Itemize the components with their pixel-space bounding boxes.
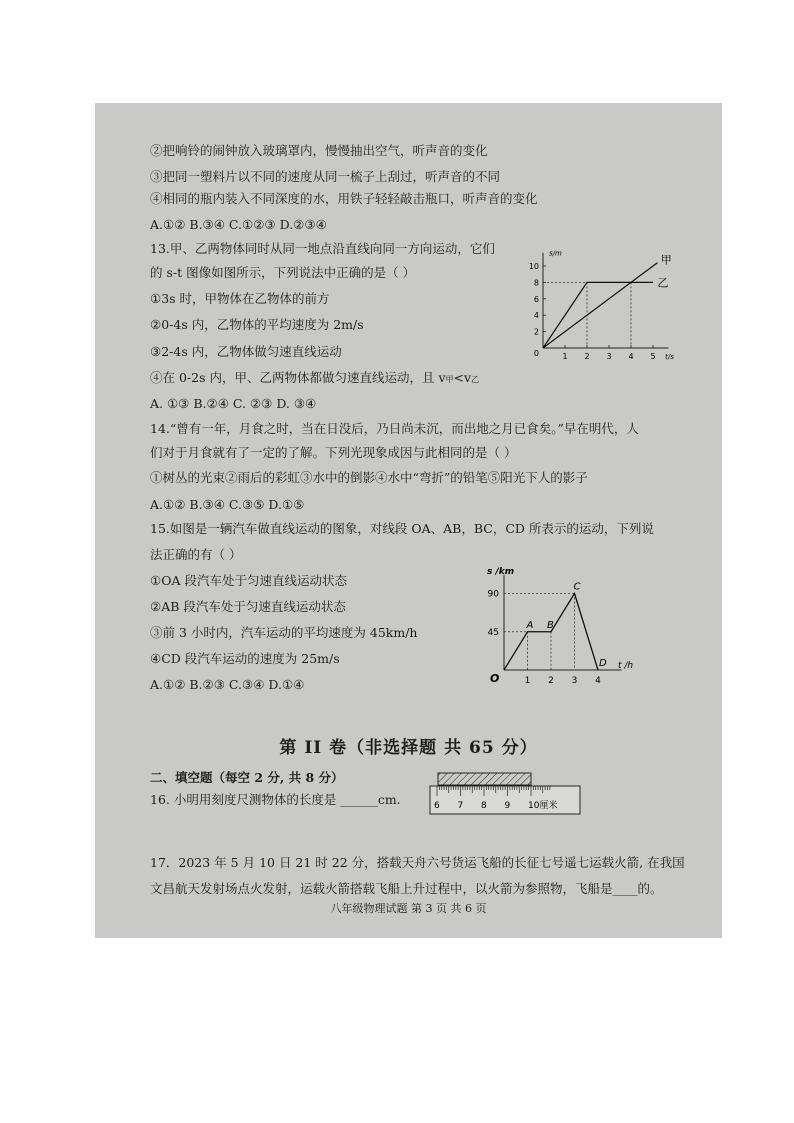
q17-stem-2: 文昌航天发射场点火发射，运载火箭搭载飞船上升过程中，以火箭为参照物，飞船是____的。: [150, 881, 663, 896]
series-yi-label: 乙: [657, 276, 669, 290]
q15-stem-1: 15.如图是一辆汽车做直线运动的图象，对线段 OA、AB，BC，CD 所表示的运动，下列说: [150, 521, 654, 536]
x-tick-label: 3: [571, 676, 578, 686]
x-tick-label: 4: [595, 676, 601, 686]
point-B-label: B: [547, 619, 554, 631]
q15-answers: A.①② B.②③ C.③④ D.①④: [150, 677, 305, 692]
q13-option-2: ②0-4s 内，乙物体的平均速度为 2m/s: [150, 317, 364, 332]
motion-line: [504, 594, 598, 671]
exam-page: [95, 103, 722, 938]
y-tick-90: 90: [487, 589, 499, 600]
ruler-label: 9: [504, 801, 511, 811]
q15-stem-2: 法正确的有（ ）: [150, 547, 242, 562]
line-option-3: ③把同一塑料片以不同的速度从同一梳子上刮过，听声音的不同: [150, 169, 501, 184]
q15-option-1: ①OA 段汽车处于匀速直线运动状态: [150, 573, 347, 588]
y-tick-label: 2: [533, 327, 539, 337]
q14-stem-1: 14.“曾有一年，月食之时，当在日没后，乃日尚未沉，而出地之月已食矣。”早在明代，人: [150, 421, 639, 436]
q13-answers: A. ①③ B.②④ C. ②③ D. ③④: [150, 396, 317, 411]
q14-options: ①树丛的光束②雨后的彩虹③水中的倒影④水中“弯折”的铅笔⑤阳光下人的影子: [150, 470, 588, 485]
x-tick-label: 1: [524, 676, 531, 686]
q12-answers: A.①② B.③④ C.①②③ D.②③④: [150, 217, 327, 232]
x-tick-label: 2: [548, 676, 554, 686]
q14-stem-2: 们对于月食就有了一定的了解。下列光现象成因与此相同的是（ ）: [150, 445, 517, 460]
q16-text: 16. 小明用刻度尺测物体的长度是 ______cm.: [150, 792, 401, 807]
graph-q13: [525, 245, 685, 365]
ruler-label: 10厘米: [528, 801, 558, 811]
series-jia-line: [543, 263, 657, 348]
q13-stem-2: 的 s-t 图像如图所示，下列说法中正确的是（ ）: [150, 265, 416, 280]
graph-q15: [480, 558, 650, 693]
series-jia-label: 甲: [660, 253, 672, 267]
origin-label: 0: [533, 349, 539, 358]
ruler-label: 7: [457, 801, 464, 811]
q13-option-3: ③2-4s 内，乙物体做匀速直线运动: [150, 344, 342, 359]
y-tick-label: 4: [533, 311, 539, 321]
page-footer: 八年级物理试题 第 3 页 共 6 页: [330, 902, 487, 915]
ruler-label: 6: [434, 801, 440, 811]
q13-option-4-lt: <v: [453, 370, 472, 385]
point-O-label: O: [490, 672, 500, 685]
y-axis-label: s/m: [549, 249, 562, 258]
measured-object: [438, 773, 531, 785]
x-tick-label: 3: [606, 352, 612, 361]
sub-jia: 甲: [445, 375, 454, 384]
y-tick-45: 45: [487, 627, 499, 638]
q15-option-2: ②AB 段汽车处于匀速直线运动状态: [150, 599, 346, 614]
x-axis-label: t/s: [665, 353, 674, 361]
point-C-label: C: [573, 581, 581, 593]
q17-stem-1: 17．2023 年 5 月 10 日 21 时 22 分，搭载天舟六号货运飞船的长征七号遥七运载火箭, 在我国: [150, 855, 685, 870]
x-tick-label: 2: [584, 352, 590, 361]
q15-option-4: ④CD 段汽车运动的速度为 25m/s: [150, 651, 340, 666]
point-D-label: D: [599, 658, 607, 669]
line-option-4: ④相同的瓶内装入不同深度的水，用铁子轻轻敲击瓶口，听声音的变化: [150, 191, 538, 206]
sub-yi: 乙: [471, 375, 480, 384]
section-2-heading: 二、填空题（每空 2 分, 共 8 分）: [150, 770, 344, 785]
y-tick-label: 10: [528, 262, 539, 271]
point-A-label: A: [526, 619, 534, 631]
y-axis-label: s /km: [487, 566, 515, 577]
q14-answers: A.①② B.③④ C.③⑤ D.①⑤: [150, 497, 305, 512]
line-option-2: ②把响铃的闹钟放入玻璃罩内，慢慢抽出空气，听声音的变化: [150, 143, 488, 158]
ruler-label: 8: [481, 801, 487, 811]
y-tick-label: 6: [533, 294, 539, 304]
ruler-figure: [428, 771, 588, 817]
x-tick-label: 5: [650, 352, 656, 361]
x-tick-label: 1: [562, 352, 568, 361]
series-yi-line: [543, 282, 653, 348]
q15-option-3: ③前 3 小时内，汽车运动的平均速度为 45km/h: [150, 625, 418, 640]
q13-option-4-text: ④在 0-2s 内，甲、乙两物体都做匀速直线运动，且 v: [150, 370, 446, 385]
y-tick-label: 8: [533, 278, 539, 288]
q13-option-4: [150, 370, 479, 388]
q13-option-1: ①3s 时，甲物体在乙物体的前方: [150, 291, 330, 306]
x-tick-label: 4: [628, 352, 634, 361]
q13-stem-1: 13.甲、乙两物体同时从同一地点沿直线向同一方向运动，它们: [150, 241, 495, 256]
part-2-title: 第 II 卷（非选择题 共 65 分）: [279, 738, 538, 758]
x-axis-label: t /h: [617, 661, 634, 671]
